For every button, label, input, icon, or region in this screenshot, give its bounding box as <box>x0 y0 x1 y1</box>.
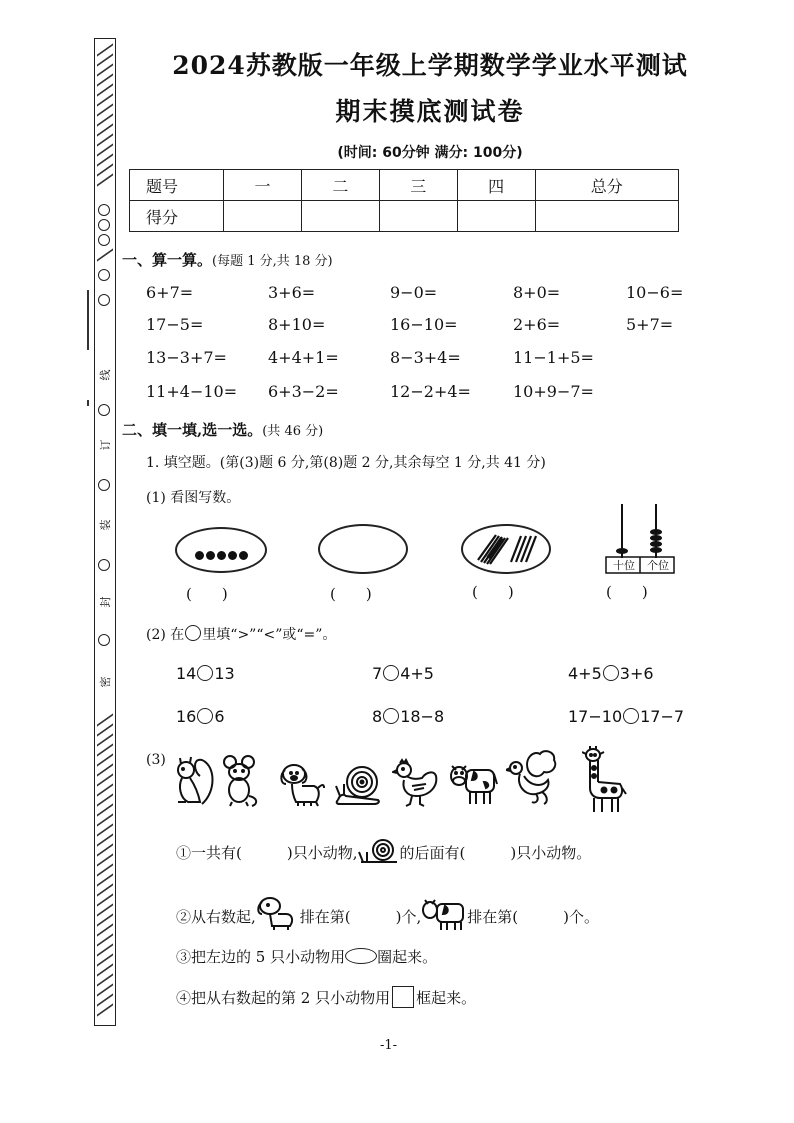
compare-item[interactable] <box>372 664 434 683</box>
section-1-heading <box>122 249 333 270</box>
mouse-icon[interactable] <box>222 752 262 808</box>
problem[interactable]: 10+9−7= <box>513 382 594 401</box>
margin-line <box>87 400 89 406</box>
dot-icon <box>217 551 226 560</box>
compare-item[interactable] <box>568 707 684 726</box>
giraffe-icon[interactable] <box>582 744 628 816</box>
compare-circle[interactable] <box>197 708 213 724</box>
snail-icon[interactable] <box>334 764 382 806</box>
score-table-header-row <box>130 170 679 201</box>
abacus-label-ones: 个位 <box>647 559 669 572</box>
table-cell: 四 <box>457 170 535 201</box>
q3-1-text-a: ①一共有( )只小动物, <box>176 844 358 862</box>
part-2-title-a: (2) 在 <box>146 627 185 643</box>
question-3-2[interactable] <box>176 896 599 932</box>
section-note: (共 46 分) <box>262 424 324 439</box>
section-2-heading <box>122 419 323 440</box>
compare-left: 8 <box>372 707 383 726</box>
problem[interactable]: 10−6= <box>626 283 684 302</box>
dot-icon <box>206 551 215 560</box>
abacus-label-tens: 十位 <box>613 559 635 572</box>
compare-right: 17−7 <box>640 707 685 726</box>
circle-icon <box>185 625 201 641</box>
dog-icon <box>256 896 300 932</box>
compare-item[interactable] <box>568 664 654 683</box>
q3-1-text-b: 的后面有( )只小动物。 <box>399 844 592 862</box>
binding-hole-icon <box>98 294 110 306</box>
problem[interactable]: 11+4−10= <box>146 382 238 401</box>
part-3-label: (3) <box>146 752 166 768</box>
answer-blank[interactable]: ( ) <box>472 583 514 601</box>
dot-icon <box>239 551 248 560</box>
q3-2-text-c: 排在第( )个。 <box>467 908 599 926</box>
table-cell: 得分 <box>130 201 224 232</box>
table-cell: 总分 <box>535 170 678 201</box>
square-icon <box>392 986 414 1008</box>
cow-icon[interactable] <box>448 760 498 808</box>
binding-hole-icon <box>98 269 110 281</box>
compare-left: 7 <box>372 664 383 683</box>
score-table-score-row <box>130 201 679 232</box>
compare-circle[interactable] <box>383 708 399 724</box>
score-input-cell[interactable] <box>301 201 379 232</box>
q3-2-text-a: ②从右数起, <box>176 908 256 926</box>
binding-margin <box>94 38 116 1026</box>
empty-oval <box>318 524 408 574</box>
compare-circle[interactable] <box>197 665 213 681</box>
compare-right: 13 <box>214 664 235 683</box>
part-2-title <box>146 624 336 644</box>
bird-icon[interactable] <box>506 748 560 806</box>
table-cell: 二 <box>301 170 379 201</box>
margin-label: 封 <box>99 596 112 608</box>
table-cell: 三 <box>379 170 457 201</box>
answer-blank[interactable]: ( ) <box>330 585 372 603</box>
problem[interactable]: 16−10= <box>390 315 458 334</box>
dots-oval <box>175 527 267 573</box>
score-table <box>129 169 679 232</box>
squirrel-icon[interactable] <box>172 752 216 808</box>
score-input-cell[interactable] <box>457 201 535 232</box>
table-cell: 一 <box>224 170 302 201</box>
cow-icon <box>421 896 467 932</box>
section-note: (每题 1 分,共 18 分) <box>212 254 333 269</box>
score-input-cell[interactable] <box>224 201 302 232</box>
question-3-3[interactable] <box>176 946 437 967</box>
snail-icon <box>357 838 399 866</box>
compare-left: 16 <box>176 707 197 726</box>
binding-hole-icon <box>98 204 110 216</box>
sticks-oval <box>461 524 551 574</box>
margin-label: 线 <box>99 369 112 381</box>
problem[interactable]: 5+7= <box>626 315 674 334</box>
section-title: 一、算一算。 <box>122 251 213 269</box>
problem[interactable]: 11−1+5= <box>513 348 594 367</box>
problem[interactable]: 6+3−2= <box>268 382 339 401</box>
compare-left: 14 <box>176 664 197 683</box>
compare-item[interactable] <box>176 664 235 683</box>
problem[interactable]: 8−3+4= <box>390 348 461 367</box>
q3-2-text-b: 排在第( )个, <box>299 908 422 926</box>
compare-circle[interactable] <box>603 665 619 681</box>
compare-left: 17−10 <box>568 707 623 726</box>
compare-circle[interactable] <box>623 708 639 724</box>
counting-sticks-icon <box>463 526 549 572</box>
score-input-cell[interactable] <box>535 201 678 232</box>
answer-blank[interactable]: ( ) <box>186 585 228 603</box>
problem[interactable]: 6+7= <box>146 283 194 302</box>
margin-label: 密 <box>99 676 112 688</box>
question-1-title: 1. 填空题。(第(3)题 6 分,第(8)题 2 分,其余每空 1 分,共 41 分) <box>146 455 546 471</box>
part-1-title: (1) 看图写数。 <box>146 490 241 506</box>
question-3-4[interactable] <box>176 986 476 1008</box>
compare-right: 3+6 <box>619 664 654 683</box>
problem[interactable]: 13−3+7= <box>146 348 227 367</box>
margin-line <box>87 290 89 350</box>
compare-circle[interactable] <box>383 665 399 681</box>
binding-hole-icon <box>98 634 110 646</box>
q3-4-text-a: ④把从右数起的第 2 只小动物用 <box>176 989 391 1007</box>
compare-item[interactable] <box>372 707 444 726</box>
binding-hole-icon <box>98 479 110 491</box>
hen-icon[interactable] <box>392 758 438 808</box>
section-title: 二、填一填,选一选。 <box>122 421 263 439</box>
problem[interactable]: 3+6= <box>268 283 316 302</box>
problem[interactable]: 8+0= <box>513 283 561 302</box>
problem[interactable]: 2+6= <box>513 315 561 334</box>
q3-4-text-b: 框起来。 <box>416 989 477 1007</box>
q3-3-text-b: 圈起来。 <box>377 948 438 966</box>
dot-icon <box>228 551 237 560</box>
q3-3-text-a: ③把左边的 5 只小动物用 <box>176 948 346 966</box>
compare-right: 4+5 <box>400 664 434 683</box>
table-cell: 题号 <box>130 170 224 201</box>
binding-hole-icon <box>98 234 110 246</box>
part-2-title-b: 里填“>”“<”或“=”。 <box>202 627 337 643</box>
problem[interactable]: 12−2+4= <box>390 382 471 401</box>
compare-left: 4+5 <box>568 664 602 683</box>
compare-item[interactable] <box>176 707 225 726</box>
score-input-cell[interactable] <box>379 201 457 232</box>
binding-hole-icon <box>98 559 110 571</box>
compare-right: 18−8 <box>400 707 445 726</box>
page-number: -1- <box>380 1038 398 1053</box>
problem[interactable]: 8+10= <box>268 315 326 334</box>
margin-label: 装 <box>99 519 112 531</box>
time-info: (时间: 60分钟 满分: 100分) <box>337 145 523 161</box>
oval-icon <box>345 948 377 964</box>
compare-right: 6 <box>214 707 225 726</box>
margin-label: 订 <box>99 439 112 451</box>
problem[interactable]: 4+4+1= <box>268 348 339 367</box>
page-subtitle: 期末摸底测试卷 <box>335 97 525 126</box>
dot-icon <box>195 551 204 560</box>
binding-hole-icon <box>98 404 110 416</box>
problem[interactable]: 17−5= <box>146 315 204 334</box>
problem[interactable]: 9−0= <box>390 283 438 302</box>
binding-hole-icon <box>98 219 110 231</box>
question-3-1[interactable] <box>176 838 591 866</box>
page-title: 2024苏教版一年级上学期数学学业水平测试 <box>172 51 688 80</box>
answer-blank[interactable]: ( ) <box>606 583 648 601</box>
dog-icon[interactable] <box>278 762 326 808</box>
